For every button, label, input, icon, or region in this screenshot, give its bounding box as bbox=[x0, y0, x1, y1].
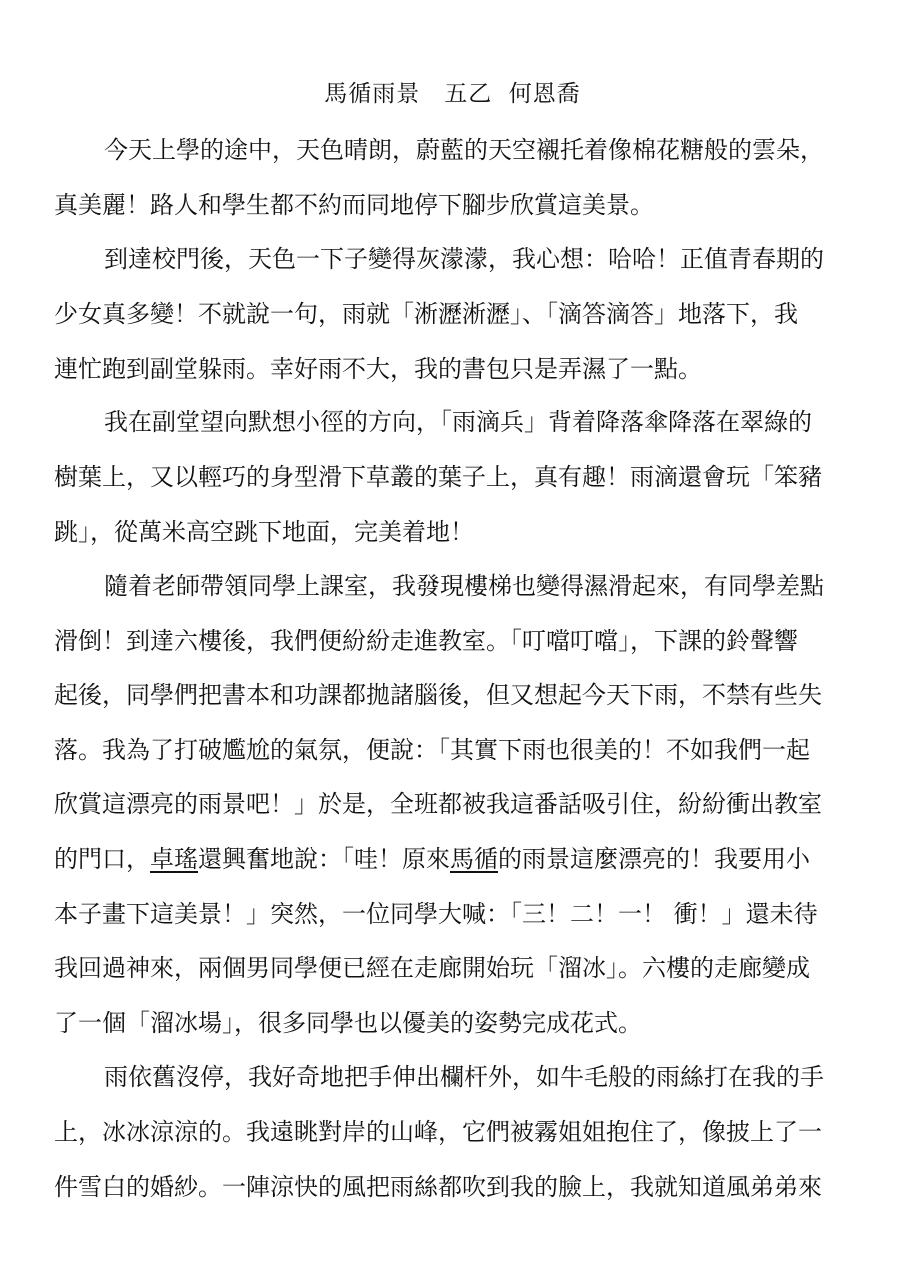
text-fragment: 的門口， bbox=[54, 845, 150, 873]
underlined-name: 馬循 bbox=[450, 845, 498, 873]
text-line: 跳」，從萬米高空跳下地面，完美着地！ bbox=[54, 518, 474, 546]
text-fragment: 的雨景這麼漂亮的！我要用小 bbox=[498, 845, 810, 873]
text-line: 今天上學的途中，天色晴朗，蔚藍的天空襯托着像棉花糖般的雲朵， bbox=[104, 136, 824, 164]
text-line: 真美麗！路人和學生都不約而同地停下腳步欣賞這美景。 bbox=[54, 191, 654, 219]
text-line: 我回過神來，兩個男同學便已經在走廊開始玩「溜冰」。六樓的走廊變成 bbox=[54, 954, 810, 982]
text-line: 欣賞這漂亮的雨景吧！」於是，全班都被我這番話吸引住，紛紛衝出教室 bbox=[54, 790, 822, 818]
text-line: 少女真多變！不就說一句，雨就「淅瀝淅瀝」、「滴答滴答」地落下，我 bbox=[54, 300, 798, 328]
text-line: 隨着老師帶領同學上課室，我發現樓梯也變得濕滑起來，有同學差點 bbox=[104, 572, 824, 600]
text-line: 樹葉上，又以輕巧的身型滑下草叢的葉子上，真有趣！雨滴還會玩「笨豬 bbox=[54, 463, 822, 491]
text-line: 了一個「溜冰場」，很多同學也以優美的姿勢完成花式。 bbox=[54, 1009, 642, 1037]
text-line: 落。我為了打破尷尬的氣氛，便說：「其實下雨也很美的！不如我們一起 bbox=[54, 736, 810, 764]
text-line bbox=[54, 841, 810, 877]
text-line: 滑倒！到達六樓後，我們便紛紛走進教室。「叮噹叮噹」，下課的鈴聲響 bbox=[54, 627, 798, 655]
text-fragment: 還興奮地說：「哇！原來 bbox=[198, 845, 450, 873]
text-line: 連忙跑到副堂躲雨。幸好雨不大，我的書包只是弄濕了一點。 bbox=[54, 355, 702, 383]
text-line: 到達校門後，天色一下子變得灰濛濛，我心想：哈哈！正值青春期的 bbox=[104, 245, 824, 273]
text-line: 我在副堂望向默想小徑的方向，「雨滴兵」背着降落傘降落在翠綠的 bbox=[104, 408, 812, 436]
text-line: 雨依舊沒停，我好奇地把手伸出欄杆外，如牛毛般的雨絲打在我的手 bbox=[104, 1063, 824, 1091]
text-line: 件雪白的婚紗。一陣涼快的風把雨絲都吹到我的臉上，我就知道風弟弟來 bbox=[54, 1173, 822, 1201]
text-line: 本子畫下這美景！」突然，一位同學大喊：「三！二！一！ 衝！」還未待 bbox=[54, 900, 818, 928]
text-line: 起後，同學們把書本和功課都拋諸腦後，但又想起今天下雨，不禁有些失 bbox=[54, 681, 822, 709]
text-line: 上，冰冰涼涼的。我遠眺對岸的山峰，它們被霧姐姐抱住了，像披上了一 bbox=[54, 1118, 822, 1146]
underlined-name: 卓瑤 bbox=[150, 845, 198, 873]
essay-title: 馬循雨景 五乙 何恩喬 bbox=[324, 81, 581, 107]
